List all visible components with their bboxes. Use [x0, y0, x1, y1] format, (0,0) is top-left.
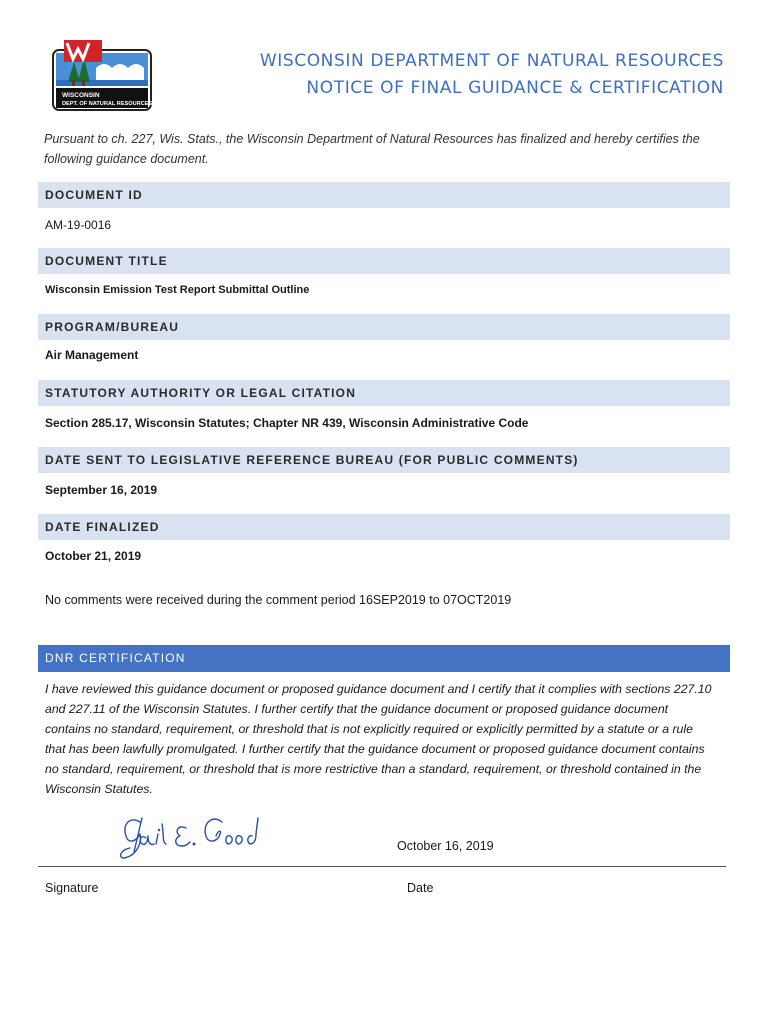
signature-line	[38, 866, 726, 867]
logo-text-line2: DEPT. OF NATURAL RESOURCES	[62, 101, 152, 107]
signature-label: Signature	[45, 881, 99, 895]
intro-text: Pursuant to ch. 227, Wis. Stats., the Wisconsin Department of Natural Resources has finalized and hereby certifies the following guidance document.	[44, 132, 700, 166]
header-title-line1: WISCONSIN DEPARTMENT OF NATURAL RESOURCES	[259, 51, 724, 71]
header-title-line2: NOTICE OF FINAL GUIDANCE & CERTIFICATION	[306, 78, 724, 98]
date-finalized-value: October 21, 2019	[45, 549, 142, 563]
program-bureau-heading: PROGRAM/BUREAU	[38, 314, 730, 340]
document-id-heading: DOCUMENT ID	[38, 182, 730, 208]
date-label: Date	[407, 881, 434, 895]
signed-date: October 16, 2019	[397, 839, 494, 853]
dnr-certification-heading: DNR CERTIFICATION	[38, 645, 730, 672]
document-title-heading: DOCUMENT TITLE	[38, 248, 730, 274]
document-id-value: AM-19-0016	[45, 218, 112, 232]
statutory-authority-value: Section 285.17, Wisconsin Statutes; Chapter NR 439, Wisconsin Administrative Code	[45, 416, 529, 430]
dnr-logo	[52, 40, 152, 112]
statutory-authority-heading: STATUTORY AUTHORITY OR LEGAL CITATION	[38, 380, 730, 406]
logo-text-line1: WISCONSIN	[62, 92, 100, 99]
document-title-value: Wisconsin Emission Test Report Submittal Outline	[45, 284, 310, 296]
date-finalized-heading: DATE FINALIZED	[38, 514, 730, 540]
date-sent-value: September 16, 2019	[45, 483, 158, 497]
comments-note: No comments were received during the comment period 16SEP2019 to 07OCT2019	[45, 593, 512, 607]
date-sent-heading: DATE SENT TO LEGISLATIVE REFERENCE BUREAU (FOR PUBLIC COMMENTS)	[38, 447, 730, 473]
handwritten-signature	[112, 804, 272, 864]
certification-text: I have reviewed this guidance document or proposed guidance document and I certify that it complies with sections 227.10 and 227.11 of the Wisconsin Statutes. I further certify that the guidance document or proposed guidance document contains no standard, requirement, or threshold that is not explicitly required or explicitly permitted by a statute or a rule that has been lawfully promulgated. I further certify that the guidance document or proposed guidance document contains no standard, requirement, or threshold that is more restrictive than a standard, requirement, or threshold contained in the Wisconsin Statutes.	[45, 682, 712, 796]
program-bureau-value: Air Management	[45, 348, 139, 362]
header-titles	[260, 48, 724, 102]
